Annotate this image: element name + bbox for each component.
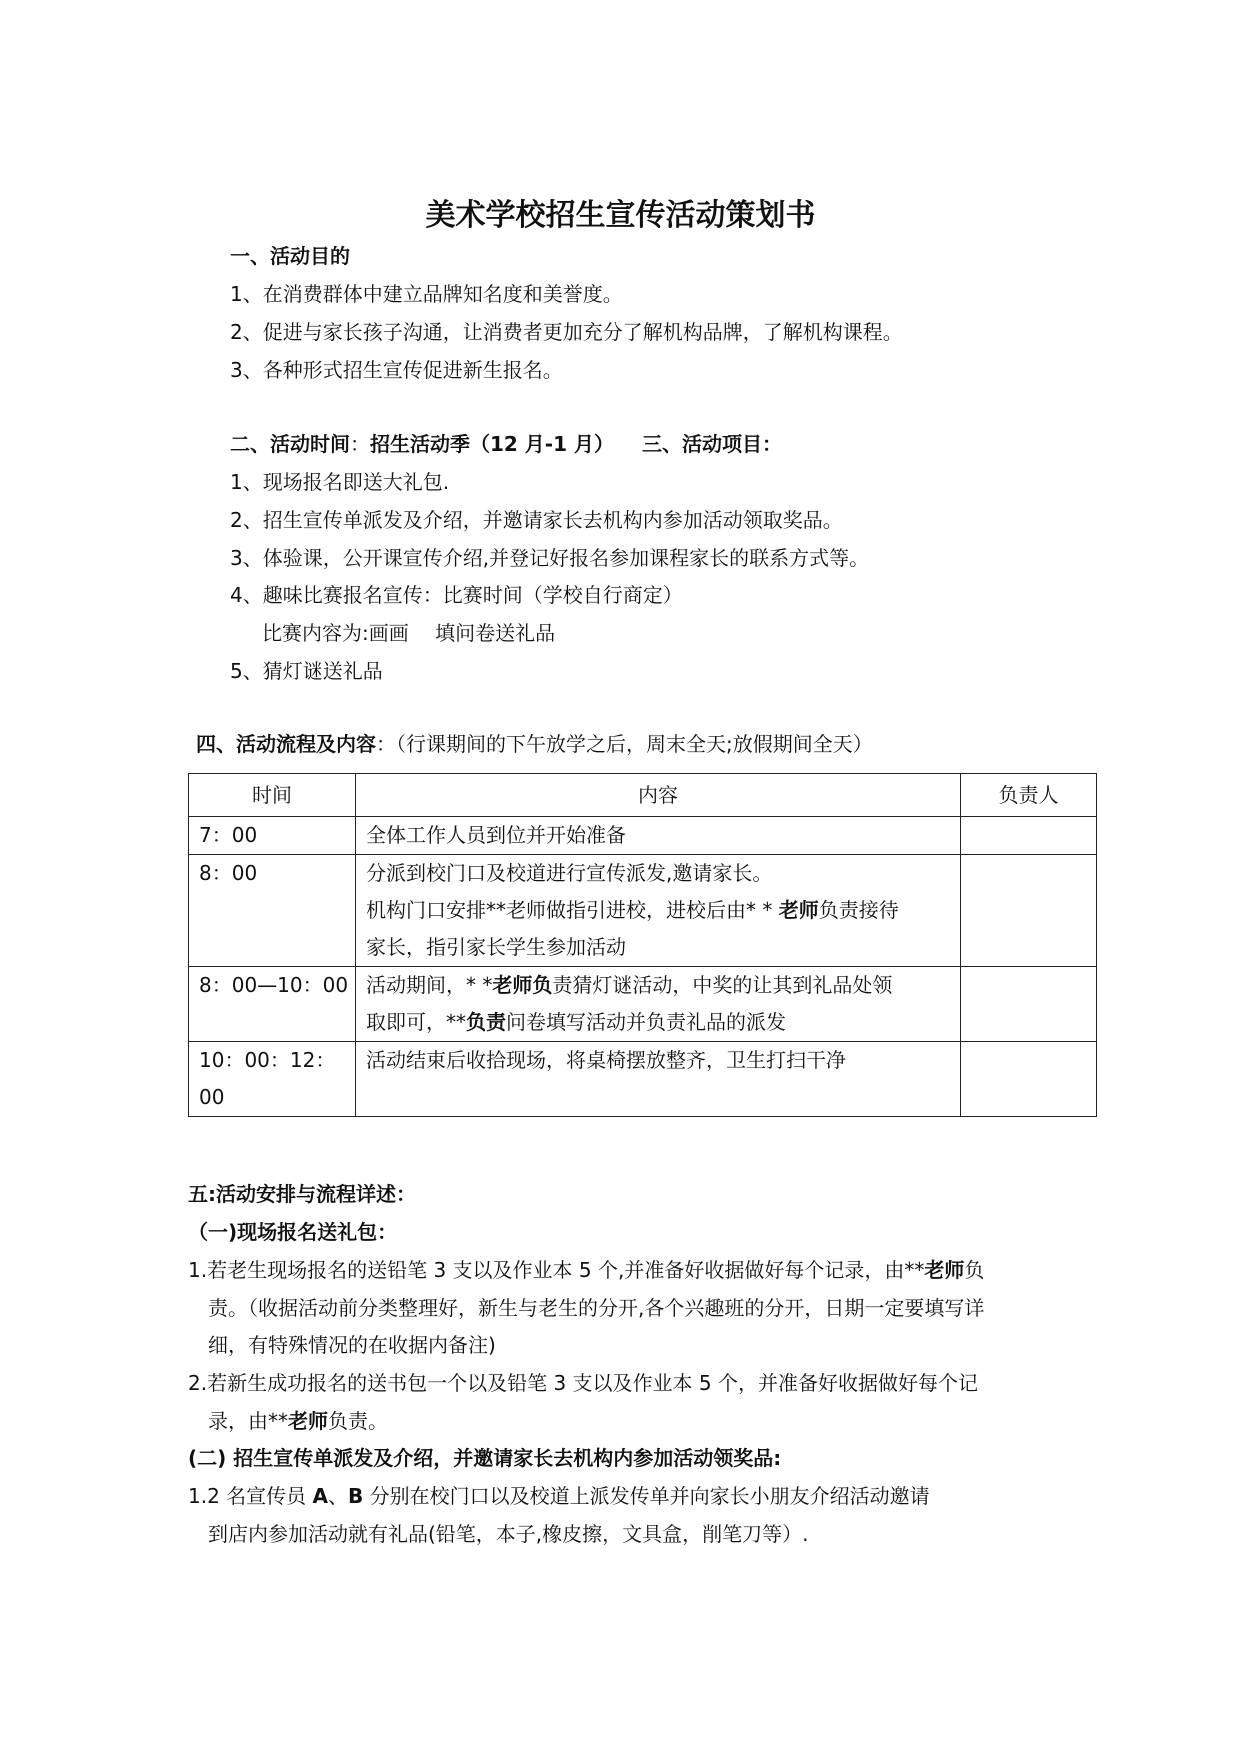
paragraph-text: 负 [964, 1258, 985, 1282]
paragraph-line: 到店内参加活动就有礼品(铅笔，本子,橡皮擦，文具盒，削笔刀等）. [208, 1522, 809, 1546]
paragraph-emphasis: A [312, 1484, 329, 1508]
table-row [189, 817, 1097, 855]
section-4-heading-line [196, 732, 873, 756]
content-line [366, 967, 950, 1004]
content-cell: 活动结束后收拾现场，将桌椅摆放整齐，卫生打扫干净 [356, 1042, 961, 1117]
section-4-heading: 四、活动流程及内容 [196, 732, 376, 756]
section-2-heading: 二、活动时间 [230, 432, 350, 456]
document-title: 美术学校招生宣传活动策划书 [425, 198, 816, 233]
paragraph-text: 负责。 [328, 1409, 388, 1433]
content-cell [356, 855, 961, 967]
column-header-time: 时间 [189, 774, 356, 817]
section-2-separator: ： [350, 432, 370, 456]
section-3-item: 2、招生宣传单派发及介绍，并邀请家长去机构内参加活动领取奖品。 [230, 508, 843, 532]
section-3-item: 1、现场报名即送大礼包. [230, 470, 450, 494]
content-emphasis: 负责 [466, 1010, 506, 1034]
paragraph-line [208, 1409, 388, 1433]
section-3-item: 4、趣味比赛报名宣传：比赛时间（学校自行商定） [230, 583, 683, 607]
owner-cell [961, 817, 1097, 855]
section-1-item: 3、各种形式招生宣传促进新生报名。 [230, 358, 563, 382]
section-3-item: 5、猜灯谜送礼品 [230, 659, 383, 683]
time-cell: 8：00—10：00 [189, 967, 356, 1042]
paragraph-line: 责。（收据活动前分类整理好，新生与老生的分开,各个兴趣班的分开，日期一定要填写详 [208, 1296, 985, 1320]
time-cell: 8：00 [189, 855, 356, 967]
time-cell: 7：00 [189, 817, 356, 855]
content-cell: 全体工作人员到位并开始准备 [356, 817, 961, 855]
table-row [189, 967, 1097, 1042]
owner-cell [961, 1042, 1097, 1117]
paragraph-line: 2.若新生成功报名的送书包一个以及铅笔 3 支以及作业本 5 个，并准备好收据做好每个记 [188, 1371, 978, 1395]
content-cell [356, 967, 961, 1042]
content-emphasis: 老师 [778, 898, 819, 922]
table-row [189, 855, 1097, 967]
section-3-item-detail: 比赛内容为:画画 填问卷送礼品 [262, 621, 556, 645]
subsection-1-heading: （一)现场报名送礼包： [188, 1220, 398, 1244]
content-text: 问卷填写活动并负责礼品的派发 [506, 1010, 786, 1034]
paragraph-emphasis: 老师 [924, 1258, 965, 1282]
paragraph-text: 分别在校门口以及校道上派发传单并向家长小朋友介绍活动邀请 [363, 1484, 930, 1508]
section-2-time: 招生活动季（12 月-1 月） [370, 432, 614, 456]
owner-cell [961, 855, 1097, 967]
content-text: 机构门口安排**老师做指引进校，进校后由* * [366, 898, 779, 922]
table-header-row [189, 774, 1097, 817]
subsection-2-heading: (二) 招生宣传单派发及介绍，并邀请家长去机构内参加活动领奖品: [188, 1446, 782, 1470]
section-1-item: 1、在消费群体中建立品牌知名度和美誉度。 [230, 282, 623, 306]
paragraph-line [188, 1484, 930, 1508]
content-line [366, 892, 950, 929]
section-1-item: 2、促进与家长孩子沟通，让消费者更加充分了解机构品牌，了解机构课程。 [230, 320, 903, 344]
section-3-heading: 三、活动项目： [641, 432, 782, 456]
time-line: 10：00：12： [199, 1048, 336, 1072]
content-line: 分派到校门口及校道进行宣传派发,邀请家长。 [366, 861, 773, 885]
content-text: 活动期间，* * [366, 973, 493, 997]
content-line [366, 1004, 950, 1041]
content-emphasis: 老师负 [492, 973, 553, 997]
section-1-heading: 一、活动目的 [230, 244, 350, 268]
paragraph-text: 1.2 名宣传员 [188, 1484, 313, 1508]
paragraph-text: 1.若老生现场报名的送铅笔 3 支以及作业本 5 个,并准备好收据做好每个记录，由** [188, 1258, 925, 1282]
paragraph-line [188, 1258, 984, 1282]
section-2-heading-line [230, 432, 782, 456]
section-5-heading: 五:活动安排与流程详述： [188, 1182, 416, 1206]
content-text: 责猜灯谜活动，中奖的让其到礼品处领 [552, 973, 893, 997]
paragraph-text: 录，由** [208, 1409, 288, 1433]
time-cell [189, 1042, 356, 1117]
paragraph-emphasis: 老师 [288, 1409, 328, 1433]
paragraph-emphasis: B [348, 1484, 364, 1508]
section-4-note: ：（行课期间的下午放学之后，周末全天;放假期间全天） [376, 732, 873, 756]
owner-cell [961, 967, 1097, 1042]
content-line: 家长，指引家长学生参加活动 [366, 935, 626, 959]
content-text: 取即可，** [366, 1010, 466, 1034]
table-row [189, 1042, 1097, 1117]
paragraph-text: 、 [328, 1484, 349, 1508]
column-header-content: 内容 [356, 774, 961, 817]
column-header-owner: 负责人 [961, 774, 1097, 817]
time-line: 00 [199, 1085, 225, 1109]
paragraph-line: 细，有特殊情况的在收据内备注) [208, 1333, 496, 1357]
content-text: 负责接待 [818, 898, 899, 922]
schedule-table [188, 773, 1097, 1117]
section-3-item: 3、体验课，公开课宣传介绍,并登记好报名参加课程家长的联系方式等。 [230, 546, 870, 570]
